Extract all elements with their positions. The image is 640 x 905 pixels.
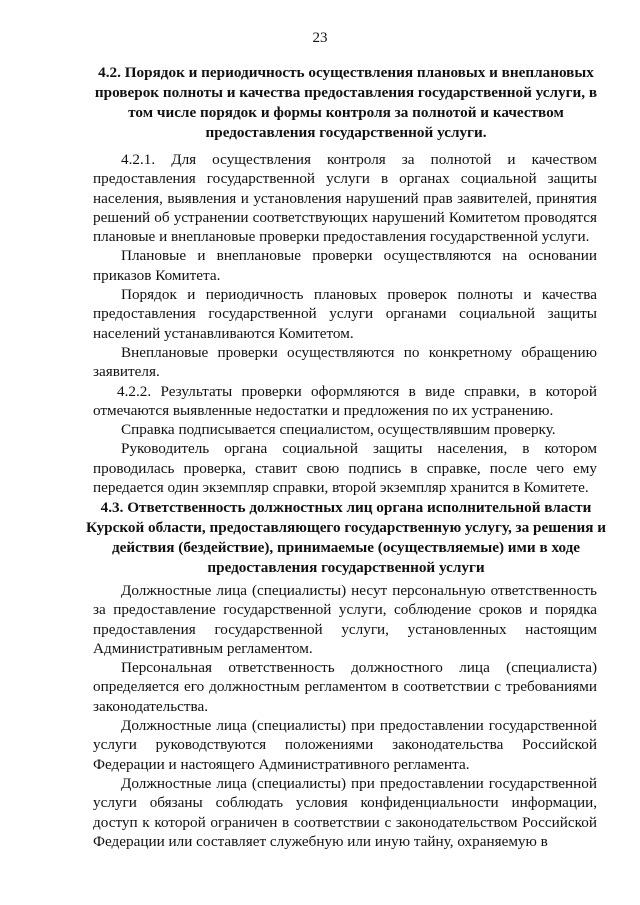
section-4-2-heading: 4.2. Порядок и периодичность осуществления плановых и внеплановых проверок полноты и качества предоставления государственной услуги, в том числе порядок и формы контроля за полнотой и качеством предоставления государственной услуги. <box>94 64 598 141</box>
paragraph: Должностные лица (специалисты) несут персональную ответственность за предоставление государственной услуги, соблюдение сроков и порядка предоставления государственной услуги, установленных настоящим Административным регламентом. <box>93 582 597 657</box>
paragraph: Должностные лица (специалисты) при предоставлении государственной услуги обязаны соблюдать условия конфиденциальности информации, доступ к которой ограничен в соответствии с законодательством Российской Федерации или составляет служебную или иную тайну, охраняемую в <box>93 774 597 850</box>
page-number: 23 <box>312 30 328 46</box>
paragraph: Должностные лица (специалисты) при предоставлении государственной услуги руководствуются положениями законодательства Российской Федерации и настоящего Административного регламента. <box>93 717 597 773</box>
paragraph: 4.2.2. Результаты проверки оформляются в виде справки, в которой отмечаются выявленные недостатки и предложения по их устранению. <box>93 382 597 419</box>
paragraph: Порядок и периодичность плановых проверок полноты и качества предоставления государственной услуги органами социальной защиты населений устанавливаются Комитетом. <box>93 286 597 342</box>
paragraph: Руководитель органа социальной защиты населения, в котором проводилась проверка, ставит свою подпись в справке, после чего ему передается один экземпляр справки, второй экземпляр хранится в Комитете. <box>93 440 597 497</box>
section-4-3-heading: 4.3. Ответственность должностных лиц органа исполнительной власти Курской области, предоставляющего государственную услугу, за решения и действия (бездействие), принимаемые (осуществляемые) ими в ходе предоставления государственной услуги <box>85 499 607 576</box>
section-4-2-body <box>93 150 597 497</box>
section-4-3-body <box>93 581 597 851</box>
paragraph: Внеплановые проверки осуществляются по конкретному обращению заявителя. <box>93 343 597 381</box>
paragraph: 4.2.1. Для осуществления контроля за полнотой и качеством предоставления государственной услуги в органах социальной защиты населения, выявления и установления нарушений прав заявителей, принятия решений об устранении соответствующих нарушений Комитетом проводятся плановые и внеплановые проверки предоставления государственной услуги. <box>93 151 597 246</box>
paragraph: Персональная ответственность должностного лица (специалиста) определяется его должностным регламентом в соответствии с требованиями законодательства. <box>93 659 597 715</box>
paragraph: Справка подписывается специалистом, осуществлявшим проверку. <box>121 421 556 439</box>
paragraph: Плановые и внеплановые проверки осуществляются на основании приказов Комитета. <box>93 247 597 284</box>
